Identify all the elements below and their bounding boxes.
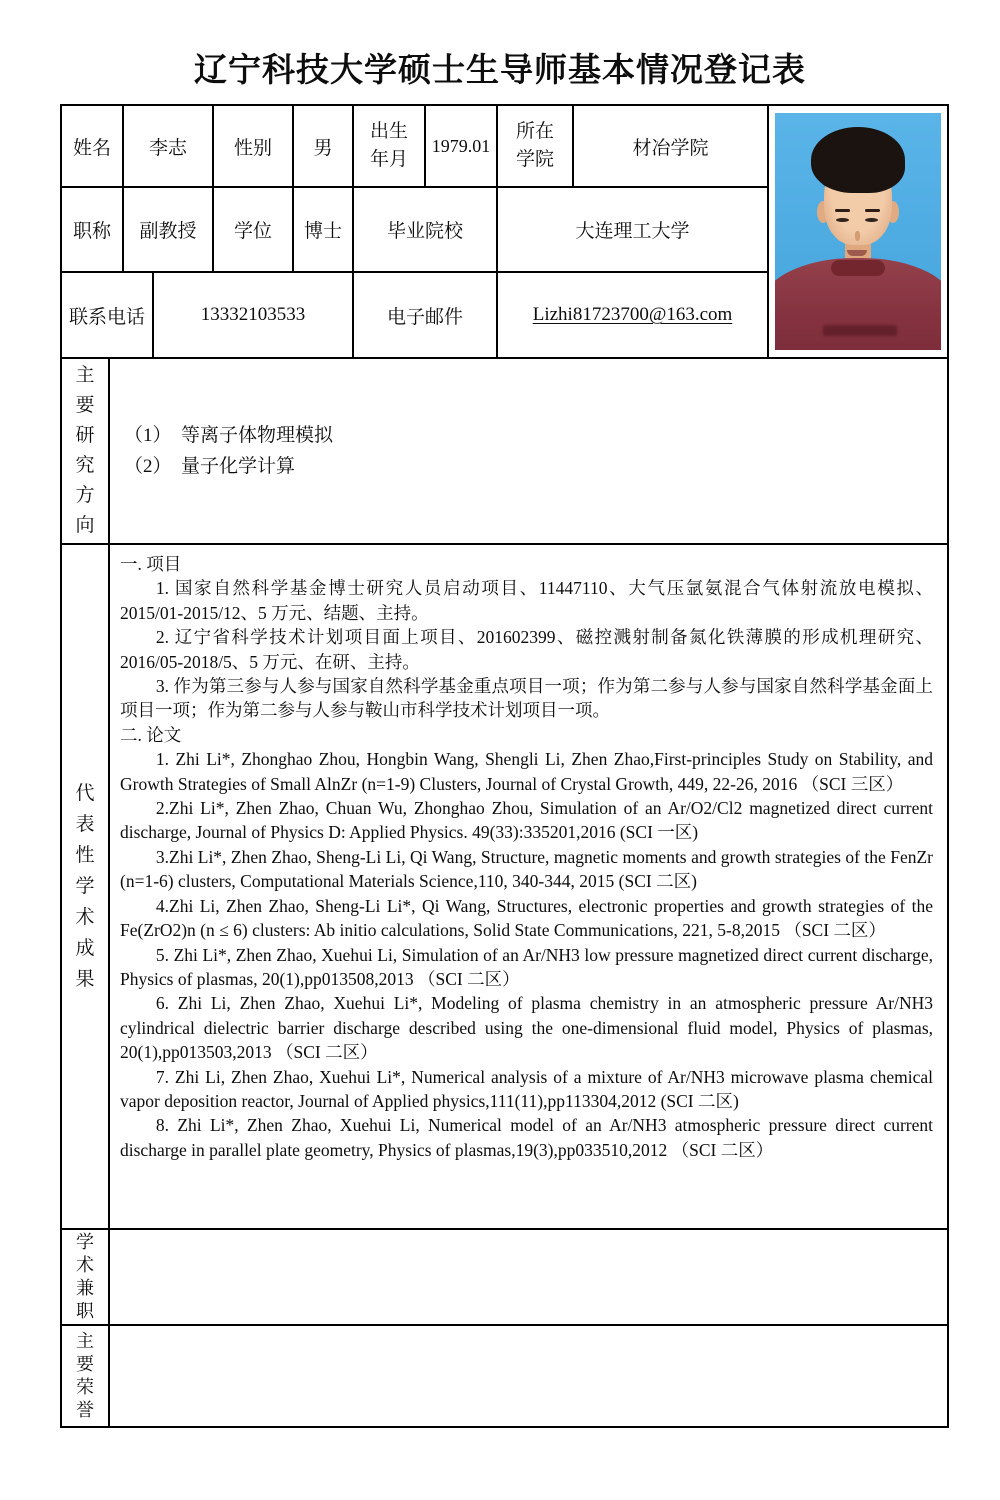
school-label: 毕业院校 — [354, 188, 498, 273]
phone-label: 联系电话 — [62, 273, 154, 359]
personal-info-section — [62, 106, 947, 359]
achievement-paragraph: 7. Zhi Li, Zhen Zhao, Xuehui Li*, Numerical analysis of a mixture of Ar/NH3 microwave plasma chemical vapor deposition reactor, Journal of Applied physics,111(11),pp113304,2012 (SCI 二区) — [120, 1066, 933, 1111]
photo-eyebrow-right — [865, 209, 880, 212]
academic-positions-header — [62, 1230, 110, 1324]
achievement-paragraph: 3. 作为第三参与人参与国家自然科学基金重点项目一项；作为第二参与人参与国家自然科学基金面上项目一项；作为第二参与人参与鞍山市科学技术计划项目一项。 — [120, 676, 933, 721]
birth-label-text: 出生年月 — [369, 121, 408, 170]
photo-eye-right — [865, 218, 878, 222]
college-value: 材冶学院 — [574, 106, 769, 188]
photo-hair-fringe — [822, 175, 894, 191]
school-value: 大连理工大学 — [498, 188, 769, 273]
achievement-paragraph: 1. 国家自然科学基金博士研究人员启动项目、11447110、大气压氩氨混合气体射流放电模拟、2015/01-2015/12、5 万元、结题、主持。 — [120, 578, 933, 623]
photo-nose — [855, 231, 860, 241]
achievement-paragraph: 5. Zhi Li*, Zhen Zhao, Xuehui Li, Simulation of an Ar/NH3 low pressure magnetized direct current discharge, Physics of plasmas, 20(1),pp013508,2013 （SCI 二区） — [120, 944, 933, 989]
research-directions-header — [62, 359, 110, 543]
degree-label: 学位 — [214, 188, 294, 273]
achievement-paragraph: 2.Zhi Li*, Zhen Zhao, Chuan Wu, Zhonghao Zhou, Simulation of an Ar/O2/Cl2 magnetized direct current discharge, Journal of Physics D: Applied Physics. 49(33):335201,2016 (SCI 一区) — [120, 798, 933, 843]
academic-positions-content — [110, 1230, 947, 1324]
research-direction-item: （1） 等离子体物理模拟 — [124, 425, 334, 446]
achievements-content — [110, 545, 947, 1228]
job-title-label: 职称 — [62, 188, 124, 273]
photo-eyebrow-left — [835, 209, 850, 212]
achievement-paragraph: 2. 辽宁省科学技术计划项目面上项目、201602399、磁控溅射制备氮化铁薄膜的形成机理研究、2016/05-2018/5、5 万元、在研、主持。 — [120, 627, 933, 672]
achievement-paragraph: 3.Zhi Li*, Zhen Zhao, Sheng-Li Li, Qi Wang, Structure, magnetic moments and growth strategies of the FenZr (n=1-6) clusters, Computational Materials Science,110, 340-344, 2015 (SCI 二区) — [120, 846, 933, 892]
photo-eye-left — [836, 218, 849, 222]
honors-header — [62, 1326, 110, 1426]
research-directions-section — [62, 359, 947, 545]
photo-mouth — [847, 250, 867, 256]
name-label: 姓名 — [62, 106, 124, 188]
birth-label — [354, 106, 426, 188]
honors-label: 主要荣誉 — [76, 1331, 94, 1420]
achievement-paragraph: 1. Zhi Li*, Zhonghao Zhou, Hongbin Wang, Shengli Li, Zhen Zhao,First-principles Study on Stability, and Growth Strategies of Small AlnZr (n=1-9) Clusters, Journal of Crystal Growth, 449, 22-26, 2016 （SCI 三区） — [120, 749, 933, 794]
photo-cell — [769, 106, 947, 359]
honors-section — [62, 1326, 947, 1426]
research-directions-content — [110, 359, 947, 543]
achievements-label: 代表性学术成果 — [75, 783, 95, 990]
portrait-photo — [775, 113, 941, 350]
research-direction-item: （2） 量子化学计算 — [124, 456, 296, 477]
birth-value — [426, 106, 498, 188]
birth-value-text: 1979.01 — [431, 136, 491, 156]
photo-watermark — [823, 325, 897, 336]
gender-label: 性别 — [214, 106, 294, 188]
achievement-paragraph: 一. 项目 — [120, 554, 182, 574]
academic-positions-section — [62, 1230, 947, 1326]
academic-positions-label: 学术兼职 — [76, 1232, 94, 1321]
honors-content — [110, 1326, 947, 1426]
college-label — [498, 106, 574, 188]
achievement-paragraph: 二. 论文 — [120, 724, 182, 745]
achievement-paragraph: 4.Zhi Li, Zhen Zhao, Sheng-Li Li*, Qi Wang, Structures, electronic properties and growth strategies of the Fe(ZrO2)n (n ≤ 6) clusters: Ab initio calculations, Solid State Communications, 221, 5-8,2015 （SCI 二区） — [120, 895, 933, 941]
gender-value: 男 — [294, 106, 354, 188]
achievements-section — [62, 545, 947, 1230]
email-value[interactable]: Lizhi81723700@163.com — [532, 304, 733, 325]
achievements-header — [62, 545, 110, 1228]
achievement-paragraph: 8. Zhi Li*, Zhen Zhao, Xuehui Li, Numerical model of an Ar/NH3 atmospheric pressure direct current discharge in parallel plate geometry, Physics of plasmas,19(3),pp033510,2012 （SCI 二区） — [120, 1115, 933, 1160]
college-label-text: 所在学院 — [515, 121, 554, 170]
job-title-value: 副教授 — [124, 188, 214, 273]
registration-table — [60, 104, 949, 1428]
email-label: 电子邮件 — [354, 273, 498, 359]
page-title: 辽宁科技大学硕士生导师基本情况登记表 — [194, 53, 806, 89]
name-value: 李志 — [124, 106, 214, 188]
phone-value: 13332103533 — [154, 273, 354, 359]
achievement-paragraph: 6. Zhi Li, Zhen Zhao, Xuehui Li*, Modeling of plasma chemistry in an atmospheric pressure Ar/NH3 cylindrical dielectric barrier discharge described using the one-dimensional fluid model, Physics of plasmas, 20(1),pp013503,2013 （SCI 二区） — [120, 993, 933, 1063]
email-cell — [498, 273, 769, 359]
degree-value: 博士 — [294, 188, 354, 273]
research-directions-label: 主要研究方向 — [75, 365, 95, 536]
photo-collar — [831, 260, 885, 276]
